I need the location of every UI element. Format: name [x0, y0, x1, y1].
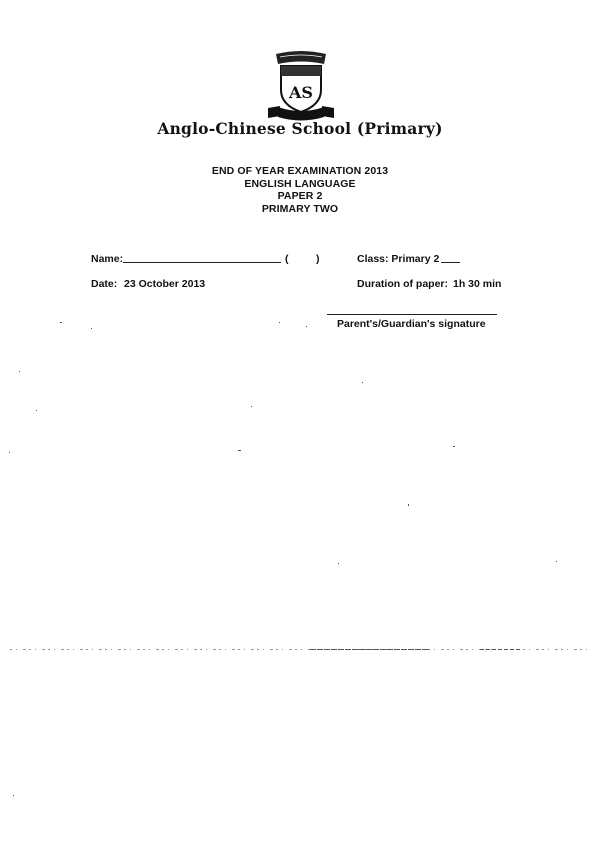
scan-speck	[279, 322, 280, 323]
exam-subject: ENGLISH LANGUAGE	[244, 177, 356, 190]
scan-speck	[36, 410, 37, 411]
class-input-line[interactable]	[441, 262, 460, 263]
duration-label: Duration of paper:	[357, 278, 448, 290]
scan-speck	[19, 371, 20, 372]
school-crest-logo	[266, 50, 336, 122]
svg-text:AS: AS	[289, 83, 313, 102]
class-label: Class: Primary 2	[357, 253, 440, 265]
exam-title: END OF YEAR EXAMINATION 2013	[211, 165, 389, 177]
register-open-paren: (	[285, 253, 289, 265]
scan-speck	[338, 563, 339, 564]
crest-icon	[266, 50, 336, 122]
scan-speck	[306, 326, 307, 327]
scan-speck	[453, 446, 455, 447]
scan-speck	[60, 322, 62, 323]
scan-speck	[251, 406, 252, 407]
name-input-line[interactable]	[123, 262, 281, 263]
scan-speck	[362, 382, 363, 383]
scan-speck	[408, 504, 409, 506]
exam-level: PRIMARY TWO	[261, 202, 339, 215]
name-label: Name:	[91, 253, 124, 265]
register-close-paren: )	[316, 253, 320, 265]
scan-speck	[556, 561, 557, 562]
signature-label: Parent's/Guardian's signature	[337, 318, 486, 330]
date-label: Date:	[91, 278, 118, 290]
scan-speck	[91, 328, 92, 329]
duration-value: 1h 30 min	[453, 278, 502, 290]
scan-speck	[238, 450, 241, 451]
date-value: 23 October 2013	[124, 278, 206, 290]
scan-speck	[9, 452, 10, 453]
school-name: Anglo-Chinese School (Primary)	[157, 119, 443, 138]
signature-input-line[interactable]	[327, 314, 497, 315]
exam-paper: PAPER 2	[277, 190, 323, 202]
scan-artifact-line	[10, 648, 590, 651]
scan-speck	[13, 795, 14, 796]
exam-heading	[0, 165, 600, 215]
